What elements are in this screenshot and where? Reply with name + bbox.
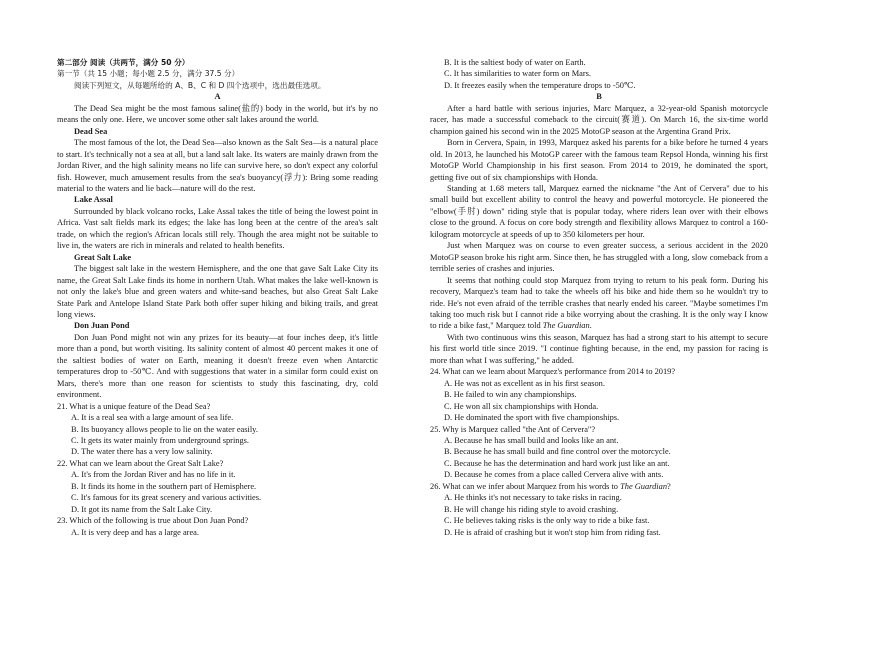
heading-great-salt-lake: Great Salt Lake [74,252,132,262]
option-26c: C. He believes taking risks is the only way to ride a bike fast. [444,516,650,526]
option-25c: C. Because he has the determination and hard work just like an ant. [444,458,670,468]
paragraph-b5-end: . [589,321,592,331]
source-the-guardian: The Guardian [542,321,590,331]
option-21a: A. It is a real sea with a large amount of sea life. [71,413,234,423]
instruction: 阅读下列短文，从每题所给的 A、B、C 和 D 四个选项中，选出最佳选项。 [74,80,326,90]
question-22: 22. What can we learn about the Great Salt Lake? [57,458,224,468]
option-23a: A. It is very deep and has a large area. [71,527,199,537]
option-24b: B. He failed to win any championships. [444,390,577,400]
option-22c: C. It's famous for its great scenery and various activities. [71,493,262,503]
right-column [430,57,768,538]
intro-paragraph: The Dead Sea might be the most famous saline(盐的) body in the world, but it's by no means the only one. Here, we uncover some other salt lakes around the world. [57,103,378,125]
paragraph-b3: Standing at 1.68 meters tall, Marquez earned the nickname "the Ant of Cervera" due to his small build but excellent ability to control the heavy and powerful motorcycle. He pioneered the "elbow(手肘) down" riding style that is popular today, where riders lean over with their elbows close to the ground. A focus on core body strength and flexibility allows Marquez to control a 160-kilogram motorcycle at speeds of up to 350 kilometers per hour. [430,183,768,239]
option-23d: D. It freezes easily when the temperature drops to -50℃. [444,80,636,90]
subsection-title: 第一节（共 15 小题；每小题 2.5 分，满分 37.5 分） [57,69,240,79]
option-25a: A. Because he has small build and looks like an ant. [444,435,619,445]
paragraph-great-salt-lake: The biggest salt lake in the western Hemisphere, and the one that gave Salt Lake City its name, the Great Salt Lake finds its home in northern Utah. What makes the lake well-known is not only the lake's blue and green waters and white-sand beaches, but also Great Salt Lake State Park and Antelope Island State Park both offer super hiking and biking trails, and great long views. [57,264,378,319]
paragraph-b6: With two continuous wins this season, Marquez has had a strong start to his attempt to secure his first world title since 2019. "I continue fighting because, in the end, my passion for racing is more than what I was suffering," he added. [430,332,768,365]
option-26d: D. He is afraid of crashing but it won't stop him from riding fast. [444,527,661,537]
option-25b: B. Because he has small build and fine control over the motorcycle. [444,447,671,457]
heading-don-juan-pond: Don Juan Pond [74,321,130,331]
paragraph-b4: Just when Marquez was on course to even greater success, a serious accident in the 2020 MotoGP season broke his right arm. Since then, he has struggled with a long, slow comeback from a terrible series of crashes and injuries. [430,241,768,274]
option-21d: D. The water there has a very low salinity. [71,447,213,457]
option-21c: C. It gets its water mainly from underground springs. [71,435,250,445]
option-23c: C. It has similarities to water form on Mars. [444,69,592,79]
option-24d: D. He dominated the sport with five championships. [444,413,620,423]
heading-dead-sea: Dead Sea [74,126,108,136]
paragraph-lake-assal: Surrounded by black volcano rocks, Lake Assal takes the title of being the lowest point in Africa. Vast salt fields mark its edges; the lake has long been at the centre of the area's salt trade, on which the region's African locals still rely. Though the area might not be suitable to live in, the waters are rich in minerals and related to health benefits. [57,206,378,251]
option-22a: A. It's from the Jordan River and has no life in it. [71,470,236,480]
paragraph-b2: Born in Cervera, Spain, in 1993, Marquez asked his parents for a bike before he turned 4 years old. In 2013, he launched his MotoGP career with the famous team Repsol Honda, winning his first MotoGP World Championship in his first season. From 2014 to 2019, he dominated the sport, getting five out of six championships with Honda. [430,138,768,182]
passage-b-label: B [596,92,602,102]
question-26 [430,481,768,492]
option-26a: A. He thinks it's not necessary to take risks in racing. [444,493,622,503]
option-21b: B. Its buoyancy allows people to lie on the water easily. [71,424,258,434]
heading-lake-assal: Lake Assal [74,195,113,205]
option-25d: D. Because he comes from a place called Cervera alive with ants. [444,470,664,480]
paragraph-b1: After a hard battle with serious injuries, Marc Marquez, a 32-year-old Spanish motorcycle racer, has made a successful comeback to the circuit(赛道). On March 16, the six-time world champion gained his second win in the 2025 MotoGP season at the Argentina Grand Prix. [430,103,768,136]
left-column [57,57,378,538]
question-26-text: 26. What can we infer about Marquez from his words to [430,481,621,491]
paragraph-don-juan-pond: Don Juan Pond might not win any prizes for its beauty—at four inches deep, it's little more than a pond, but worth visiting. Its salinity content of almost 40 percent makes it one of the saltiest bodies of water on Earth, meaning it doesn't freeze even when Antarctic temperatures drop to -50℃. And with suggestions that water in a similar form could exist on Mars, there's more than one reason for scientists to study this fascinating, dry, cold environment. [57,332,378,400]
question-23: 23. Which of the following is true about Don Juan Pond? [57,516,249,526]
passage-a-label: A [214,92,221,102]
question-26-end: ? [667,481,671,491]
option-22d: D. It got its name from the Salt Lake City. [71,504,213,514]
question-26-source: The Guardian [620,481,668,491]
paragraph-b5-text: It seems that nothing could stop Marquez from trying to return to his peak form. During his recovery, Marquez's team had to take the wheels off his bike and hide them so he wouldn't try to ride. He's not even afraid of the terrible crashes that nearly ended his career. "Maybe sometimes I'm taking too much risk but I cannot ride a bike worrying about the crashing. It is the only way I know to ride a bike fast," Marquez told [430,275,768,331]
section-title: 第二部分 阅读（共两节，满分 50 分） [57,58,190,67]
option-24c: C. He won all six championships with Honda. [444,401,599,411]
question-24: 24. What can we learn about Marquez's performance from 2014 to 2019? [430,367,676,377]
paragraph-dead-sea: The most famous of the lot, the Dead Sea—also known as the Salt Sea—is a natural place to start. It's technically not a sea at all, but a land salt lake. Its waters are mainly drawn from the Jordan River, and the high salinity means no life can survive here, so don't expect any colorful fish. However, much amusement results from the sea's buoyancy(浮力): Bring some reading material to the waters and lie back—nature will do the rest. [57,138,378,193]
option-23b: B. It is the saltiest body of water on Earth. [444,58,586,67]
question-25: 25. Why is Marquez called "the Ant of Cervera"? [430,424,596,434]
question-21: 21. What is a unique feature of the Dead Sea? [57,401,211,411]
option-22b: B. It finds its home in the southern part of Hemisphere. [71,481,257,491]
option-26b: B. He will change his riding style to avoid crashing. [444,504,619,514]
paragraph-b5 [430,275,768,332]
option-24a: A. He was not as excellent as in his first season. [444,378,605,388]
